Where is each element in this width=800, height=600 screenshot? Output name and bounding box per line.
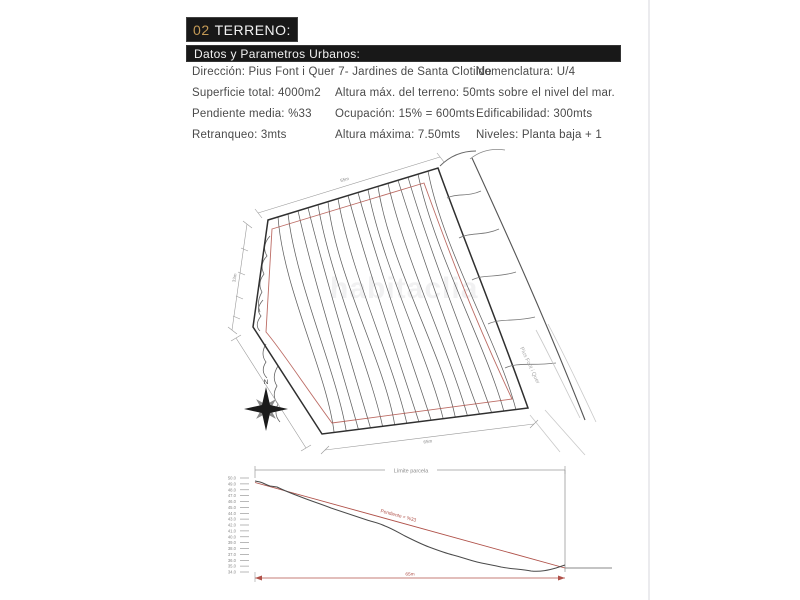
road-right-edge bbox=[472, 158, 585, 420]
param-altura-maxima: Altura máxima: 7.50mts bbox=[335, 129, 461, 141]
elevation-tick-label: 43.0 bbox=[227, 516, 236, 522]
subtitle-text: Datos y Parametros Urbanos: bbox=[194, 46, 361, 61]
elevation-tick-label: 39.0 bbox=[227, 540, 236, 546]
param-edificabilidad: Edificabilidad: 300mts bbox=[476, 108, 593, 120]
param-ocupacion: Ocupación: 15% = 600mts bbox=[335, 108, 475, 120]
elevation-tick-label: 34.0 bbox=[227, 569, 236, 575]
slope-line bbox=[255, 483, 565, 569]
road-cross-lines bbox=[447, 191, 556, 368]
compass-rose-icon bbox=[244, 379, 288, 431]
elevation-tick-label: 46.0 bbox=[227, 499, 236, 504]
contour-line bbox=[298, 211, 358, 430]
compass-north-label: N bbox=[263, 379, 269, 386]
param-pendiente: Pendiente media: %33 bbox=[192, 108, 312, 120]
section-number: 02 bbox=[193, 21, 210, 38]
elevation-tick-label: 50.0 bbox=[227, 475, 236, 481]
elevation-tick-label: 36.0 bbox=[227, 557, 236, 563]
elevation-tick-label: 38.0 bbox=[227, 546, 236, 551]
param-retranqueo: Retranqueo: 3mts bbox=[192, 129, 287, 141]
terrain-profile-line bbox=[255, 481, 565, 571]
elevation-tick-label: 48.0 bbox=[227, 487, 236, 493]
param-altura-max: Altura máx. del terreno: 50mts sobre el nivel del mar. bbox=[335, 87, 615, 99]
contour-knobs bbox=[257, 236, 280, 422]
contour-line bbox=[328, 202, 395, 425]
setback-line bbox=[263, 183, 512, 423]
section-bottom-dim-label: 65m bbox=[405, 572, 415, 578]
contour-line bbox=[318, 205, 383, 427]
road-faint-parallels bbox=[530, 324, 596, 455]
contour-line bbox=[428, 171, 516, 409]
contour-line bbox=[388, 183, 467, 415]
elevation-tick-label: 41.0 bbox=[227, 528, 236, 534]
section-title: TERRENO: bbox=[214, 21, 291, 38]
dim-left-label: 33m bbox=[231, 273, 238, 283]
contour-line bbox=[278, 217, 334, 433]
elevation-tick-label: 42.0 bbox=[227, 522, 236, 528]
watermark: habitaclia bbox=[330, 272, 479, 305]
dim-bottom-label: 65m bbox=[423, 438, 433, 445]
slope-label: Pendiente = %33 bbox=[379, 509, 417, 524]
parcel-boundary bbox=[253, 168, 528, 434]
elevation-tick-label: 44.0 bbox=[227, 510, 236, 516]
param-superficie: Superficie total: 4000m2 bbox=[192, 87, 321, 99]
contour-line bbox=[408, 177, 492, 412]
cross-section bbox=[228, 466, 612, 582]
site-plan bbox=[228, 149, 596, 455]
elevation-tick-label: 37.0 bbox=[227, 551, 236, 557]
contour-line bbox=[418, 174, 504, 411]
param-nomenclatura: Nomenclatura: U/4 bbox=[476, 66, 576, 78]
contour-line bbox=[288, 214, 346, 431]
section-elevation-scale bbox=[228, 476, 249, 575]
road-name-label: Pius Font i Quer bbox=[518, 346, 541, 385]
param-niveles: Niveles: Planta baja + 1 bbox=[476, 129, 602, 141]
elevation-tick-label: 45.0 bbox=[227, 504, 236, 510]
elevation-tick-label: 49.0 bbox=[227, 481, 236, 487]
elevation-tick-label: 47.0 bbox=[227, 493, 236, 499]
dim-top-label: 55m bbox=[339, 175, 350, 184]
contour-lines bbox=[278, 171, 516, 432]
param-direccion: Dirección: Pius Font i Quer 7- Jardines de Santa Clotilde bbox=[192, 66, 492, 78]
contour-line bbox=[378, 186, 455, 417]
elevation-tick-label: 35.0 bbox=[227, 563, 236, 569]
section-top-dim-label: Límite parcela bbox=[393, 468, 429, 475]
elevation-tick-label: 40.0 bbox=[227, 534, 236, 540]
section-bottom-dimension bbox=[255, 572, 565, 583]
